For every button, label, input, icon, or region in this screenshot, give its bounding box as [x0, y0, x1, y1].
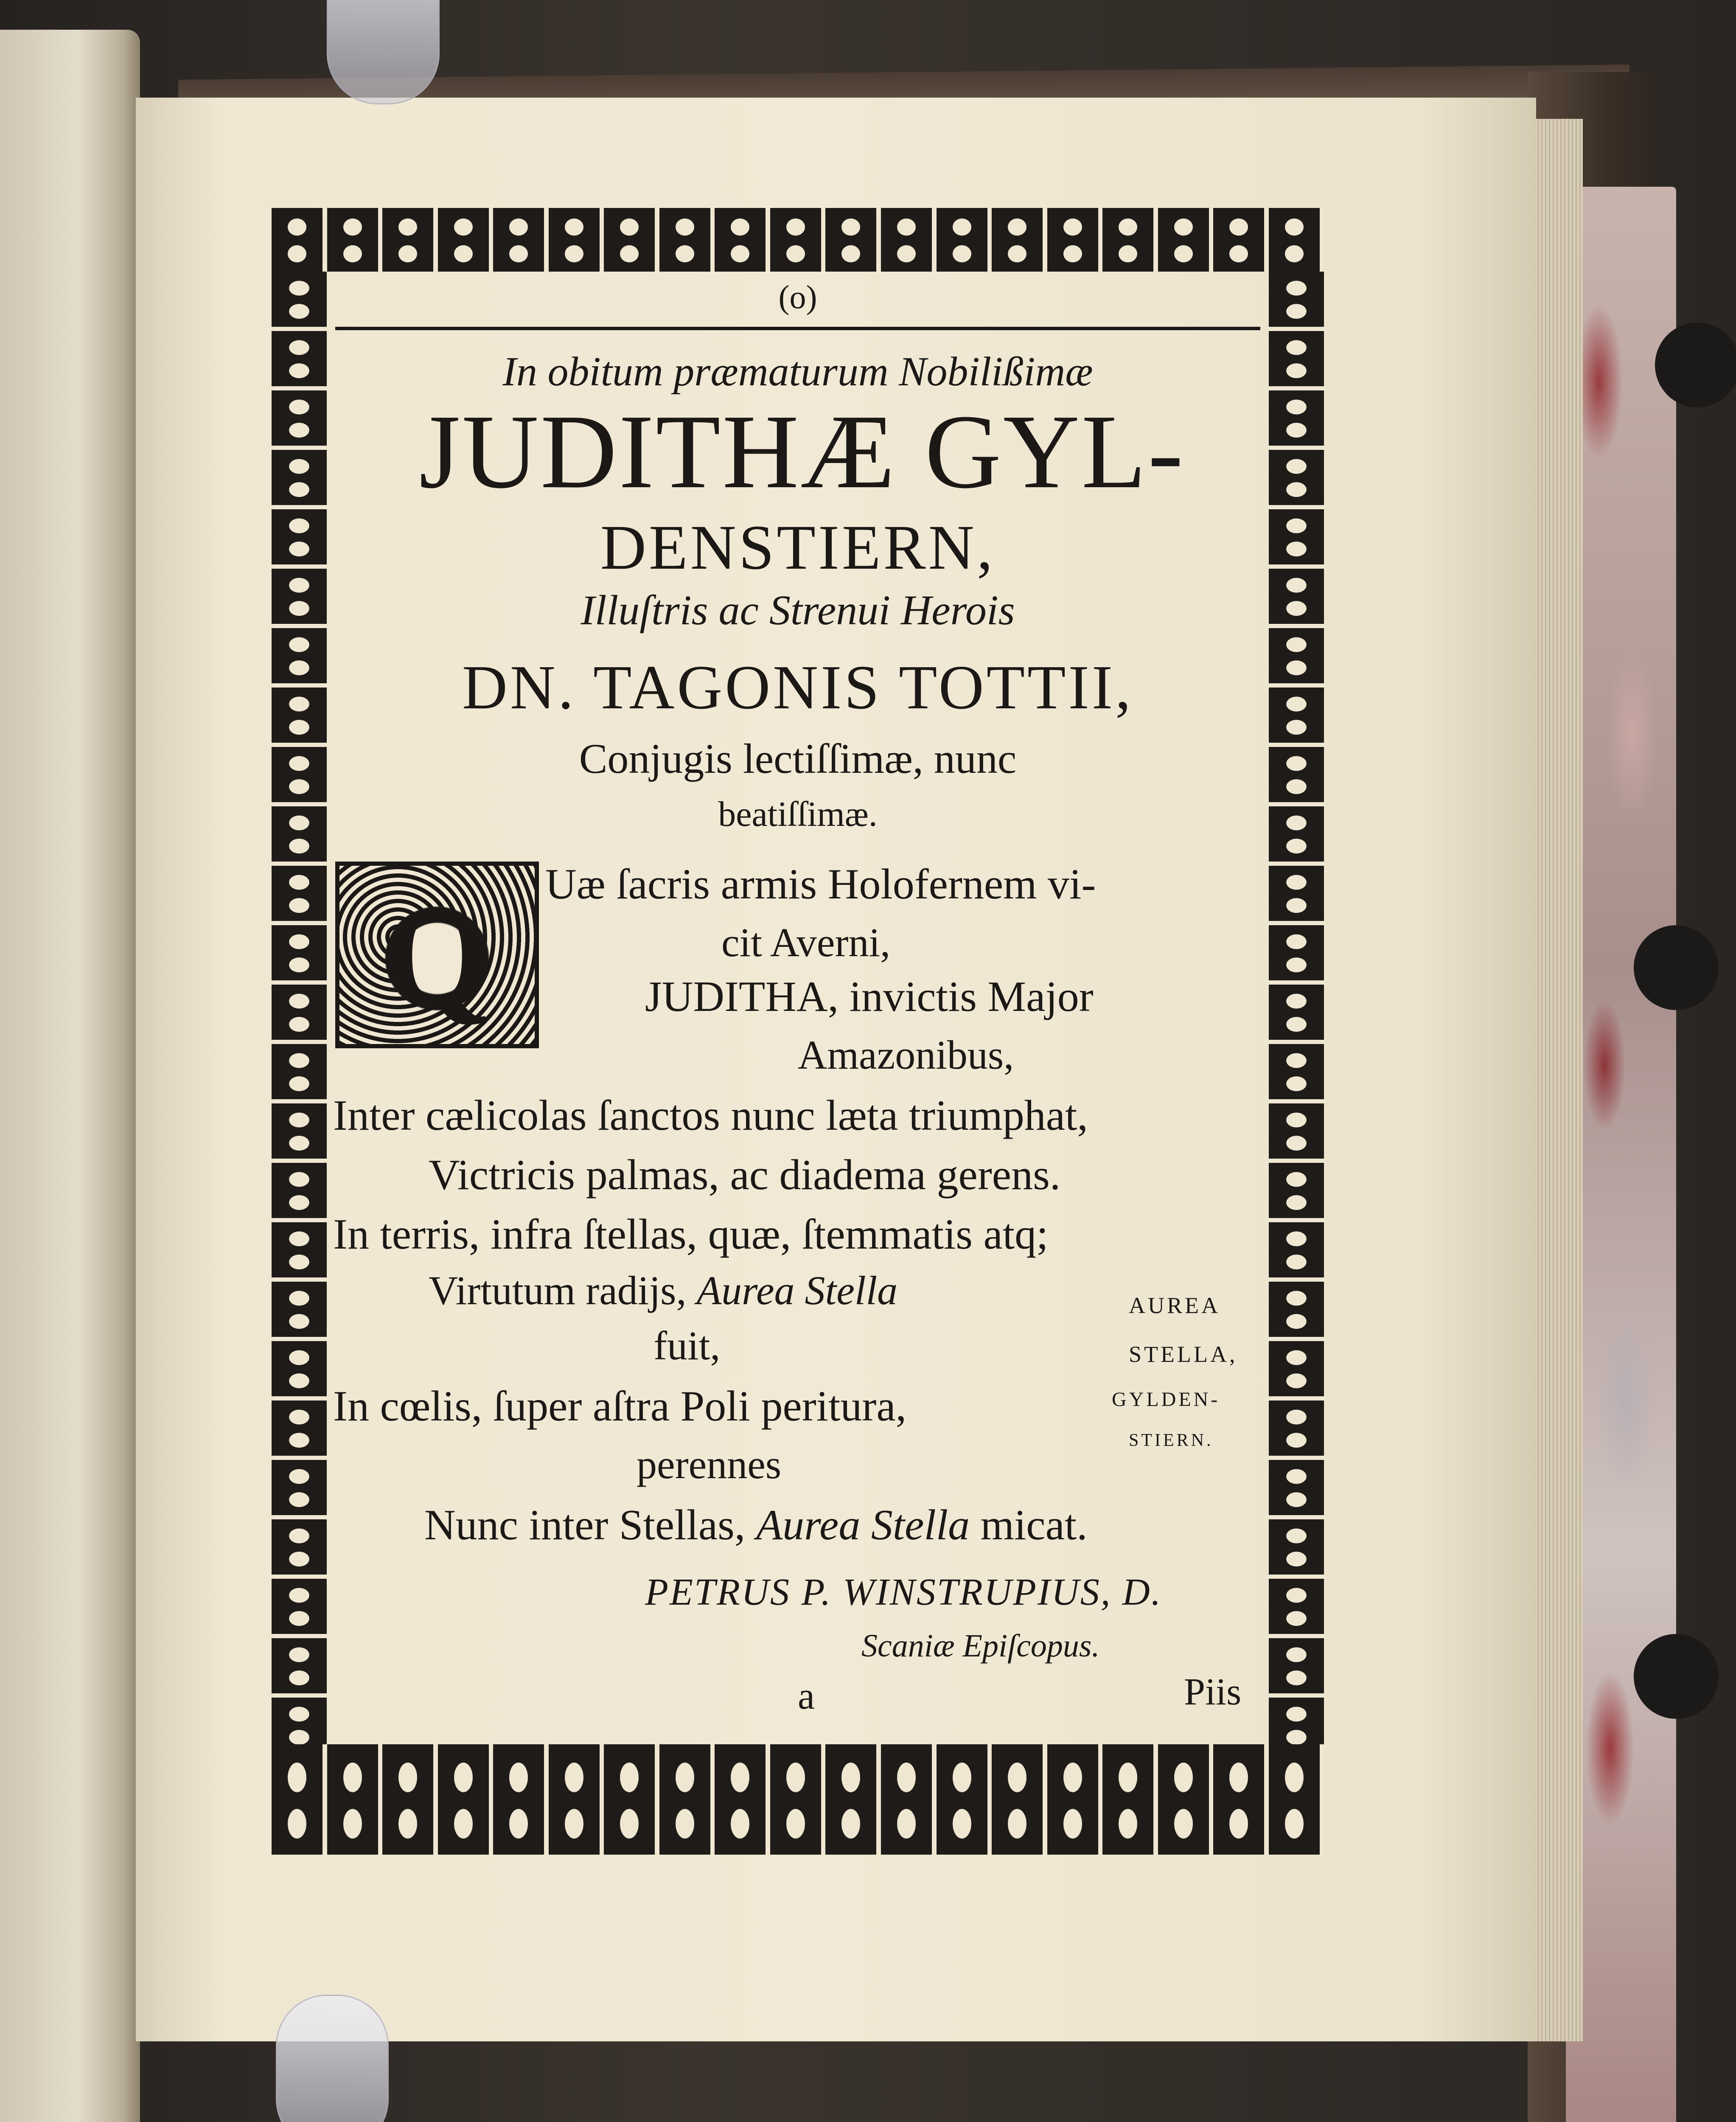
poem-line-11: perennes: [637, 1442, 782, 1487]
aurea-stella-2: Aurea Stella: [756, 1501, 970, 1549]
header-rule: [335, 327, 1260, 330]
holder-tab: [1655, 323, 1736, 407]
heading-intro: In obitum præmaturum Nobilißimæ: [502, 349, 1093, 395]
marginal-note-4: STIERN.: [1129, 1431, 1214, 1450]
conjugis-line-1: Conjugis lectiſſimæ, nunc: [579, 735, 1017, 782]
subtitle: Illuſtris ac Strenui Herois: [581, 587, 1015, 634]
signature-mark: a: [798, 1675, 815, 1717]
poem-line-10: In cœlis, ſuper aſtra Poli peritura,: [333, 1382, 907, 1430]
poem-line-8-text: Virtutum radijs,: [429, 1268, 687, 1313]
poem-line-6: Victricis palmas, ac diadema gerens.: [429, 1151, 1061, 1199]
initial-letter: Q: [382, 877, 492, 1033]
poem-line-12-end: micat.: [980, 1501, 1088, 1549]
poem-line-7: In terris, infra ſtellas, quæ, ſtemmatis atq;: [333, 1210, 1049, 1258]
name-line-2: DENSTIERN,: [600, 512, 996, 583]
holder-tab: [1634, 925, 1719, 1010]
poem-line-12-text: Nunc inter Stellas,: [424, 1501, 746, 1549]
marginal-note-3: GYLDEN-: [1112, 1388, 1220, 1411]
poem-line-3: JUDITHA, invictis Major: [645, 973, 1094, 1021]
name-line-1: JUDITHÆ GYL-: [419, 393, 1185, 511]
poem-line-1: Uæ ſacris armis Holofernem vi-: [545, 860, 1096, 908]
poem-line-9: fuit,: [653, 1323, 721, 1368]
decorated-initial: [335, 862, 539, 1048]
ornament-border-bottom: [272, 1744, 1324, 1855]
page-clip-top: [327, 0, 440, 104]
marginal-note-1: AUREA: [1129, 1293, 1220, 1318]
poem-line-4: Amazonibus,: [798, 1032, 1014, 1078]
poem-line-5: Inter cælicolas ſanctos nunc læta triumphat,: [333, 1092, 1088, 1140]
ornament-border-right: [1269, 272, 1324, 1744]
poem-line-12: [424, 1500, 1088, 1550]
left-page: [0, 30, 140, 2122]
catchword: Piis: [1184, 1671, 1242, 1713]
poem-line-2: cit Averni,: [721, 920, 891, 965]
author-name: PETRUS P. WINSTRUPIUS, D.: [645, 1571, 1162, 1613]
folio-mark: (o): [778, 278, 817, 315]
aurea-stella-1: Aurea Stella: [696, 1268, 898, 1313]
ornament-border-left: [272, 272, 327, 1744]
holder-tab: [1634, 1634, 1719, 1719]
conjugis-line-2: beatiſſimæ.: [718, 794, 878, 834]
husband-name: DN. TAGONIS TOTTII,: [462, 653, 1134, 722]
ornament-border-top: [272, 208, 1324, 272]
page-clip-bottom: [276, 1995, 389, 2122]
poem-line-8: [429, 1267, 897, 1314]
marginal-note-2: STELLA,: [1129, 1342, 1238, 1367]
author-title: Scaniæ Epiſcopus.: [861, 1628, 1100, 1664]
